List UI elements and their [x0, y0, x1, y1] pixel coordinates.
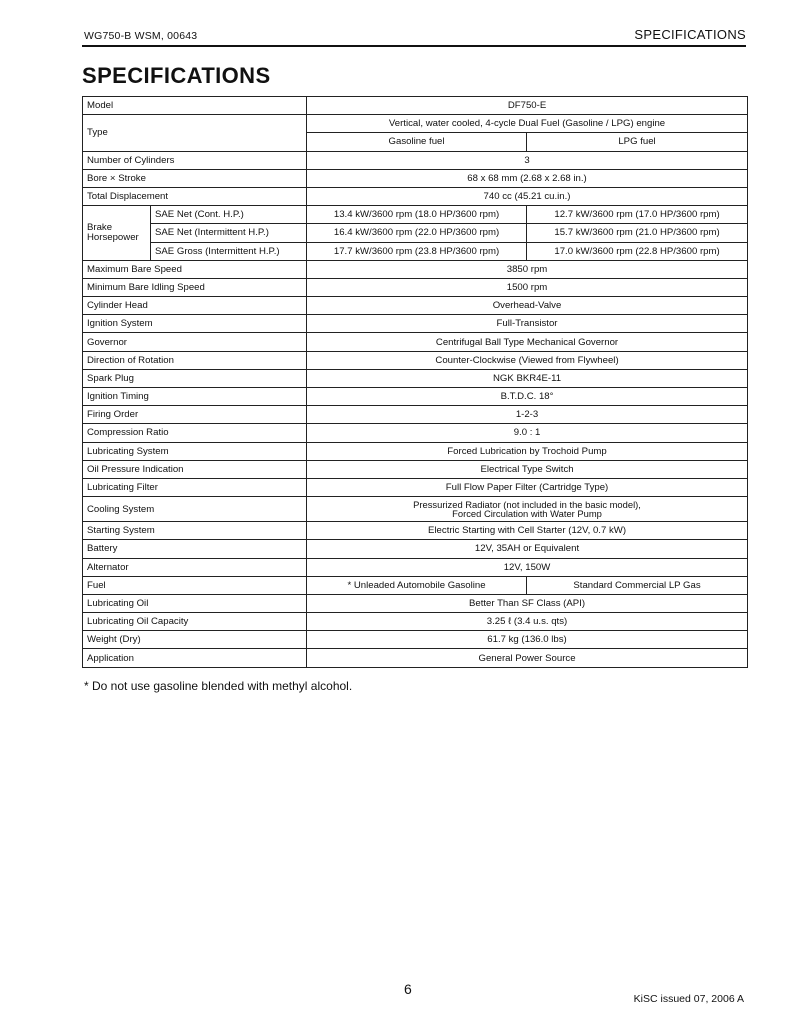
row-value: 740 cc (45.21 cu.in.): [307, 187, 748, 205]
table-row: [83, 442, 748, 460]
row-label: Number of Cylinders: [83, 151, 307, 169]
gasoline-fuel-header: Gasoline fuel: [307, 133, 527, 151]
table-row: [83, 224, 748, 242]
row-label: Alternator: [83, 558, 307, 576]
row-label: Ignition System: [83, 315, 307, 333]
table-row: [83, 369, 748, 387]
row-label: Spark Plug: [83, 369, 307, 387]
row-value: Forced Lubrication by Trochoid Pump: [307, 442, 748, 460]
table-row: [83, 151, 748, 169]
row-value: 61.7 kg (136.0 lbs): [307, 631, 748, 649]
lpg-value: 17.0 kW/3600 rpm (22.8 HP/3600 rpm): [527, 242, 748, 260]
table-row: [83, 460, 748, 478]
row-value: Vertical, water cooled, 4-cycle Dual Fuel (Gasoline / LPG) engine: [307, 115, 748, 133]
table-row: [83, 333, 748, 351]
table-row: [83, 315, 748, 333]
table-row: [83, 576, 748, 594]
cooling-line-1: Pressurized Radiator (not included in the basic model),: [413, 499, 641, 511]
row-value: Centrifugal Ball Type Mechanical Governor: [307, 333, 748, 351]
table-row: [83, 351, 748, 369]
row-label: Direction of Rotation: [83, 351, 307, 369]
table-row: [83, 97, 748, 115]
table-row: [83, 497, 748, 522]
row-value: Full Flow Paper Filter (Cartridge Type): [307, 478, 748, 496]
row-label: Battery: [83, 540, 307, 558]
table-row: [83, 594, 748, 612]
brake-sub-label: SAE Gross (Intermittent H.P.): [151, 242, 307, 260]
fuel-lpg-value: Standard Commercial LP Gas: [527, 576, 748, 594]
row-label: Ignition Timing: [83, 388, 307, 406]
header-rule: [82, 45, 746, 47]
row-value: 3: [307, 151, 748, 169]
cooling-line-2: Forced Circulation with Water Pump: [452, 508, 602, 520]
row-value: Better Than SF Class (API): [307, 594, 748, 612]
row-value: 12V, 150W: [307, 558, 748, 576]
brake-sub-label: SAE Net (Intermittent H.P.): [151, 224, 307, 242]
row-label: Bore × Stroke: [83, 169, 307, 187]
gasoline-value: 16.4 kW/3600 rpm (22.0 HP/3600 rpm): [307, 224, 527, 242]
row-label: Lubricating Oil: [83, 594, 307, 612]
row-label: Firing Order: [83, 406, 307, 424]
row-value: General Power Source: [307, 649, 748, 667]
table-row: [83, 169, 748, 187]
table-row: [83, 424, 748, 442]
row-label: Cylinder Head: [83, 297, 307, 315]
row-label: Application: [83, 649, 307, 667]
lpg-value: 12.7 kW/3600 rpm (17.0 HP/3600 rpm): [527, 206, 748, 224]
gasoline-value: 13.4 kW/3600 rpm (18.0 HP/3600 rpm): [307, 206, 527, 224]
table-row: [83, 242, 748, 260]
row-value: 1-2-3: [307, 406, 748, 424]
page-title: SPECIFICATIONS: [82, 63, 271, 88]
table-row: [83, 631, 748, 649]
table-row: [83, 297, 748, 315]
row-value: Electric Starting with Cell Starter (12V, 0.7 kW): [307, 522, 748, 540]
row-value: Full-Transistor: [307, 315, 748, 333]
row-value: Overhead-Valve: [307, 297, 748, 315]
row-label: Governor: [83, 333, 307, 351]
row-value: 3.25 ℓ (3.4 u.s. qts): [307, 613, 748, 631]
row-label: Lubricating Filter: [83, 478, 307, 496]
lpg-value: 15.7 kW/3600 rpm (21.0 HP/3600 rpm): [527, 224, 748, 242]
table-row: [83, 558, 748, 576]
table-row: [83, 260, 748, 278]
row-label: Lubricating Oil Capacity: [83, 613, 307, 631]
gasoline-value: 17.7 kW/3600 rpm (23.8 HP/3600 rpm): [307, 242, 527, 260]
row-label: Lubricating System: [83, 442, 307, 460]
brake-sub-label: SAE Net (Cont. H.P.): [151, 206, 307, 224]
row-label: Model: [83, 97, 307, 115]
table-row: [83, 206, 748, 224]
document-id: WG750-B WSM, 00643: [84, 30, 198, 42]
row-label: Total Displacement: [83, 187, 307, 205]
row-value: Electrical Type Switch: [307, 460, 748, 478]
row-label: Compression Ratio: [83, 424, 307, 442]
row-label: Oil Pressure Indication: [83, 460, 307, 478]
row-label: Maximum Bare Speed: [83, 260, 307, 278]
table-row: [83, 540, 748, 558]
issue-info: KiSC issued 07, 2006 A: [633, 993, 744, 1005]
table-row: [83, 522, 748, 540]
table-row: [83, 649, 748, 667]
table-row: [83, 115, 748, 133]
page-number: 6: [404, 981, 412, 997]
row-value: 12V, 35AH or Equivalent: [307, 540, 748, 558]
specifications-table: [82, 96, 748, 668]
table-row: [83, 278, 748, 296]
row-label: Minimum Bare Idling Speed: [83, 278, 307, 296]
footnote: * Do not use gasoline blended with methyl alcohol.: [84, 679, 353, 693]
table-row: [83, 478, 748, 496]
table-row: [83, 613, 748, 631]
row-label: Fuel: [83, 576, 307, 594]
row-value: 1500 rpm: [307, 278, 748, 296]
row-value: Counter-Clockwise (Viewed from Flywheel): [307, 351, 748, 369]
section-title: SPECIFICATIONS: [634, 27, 746, 42]
row-value: NGK BKR4E-11: [307, 369, 748, 387]
table-row: [83, 187, 748, 205]
row-value: 68 x 68 mm (2.68 x 2.68 in.): [307, 169, 748, 187]
fuel-gasoline-value: * Unleaded Automobile Gasoline: [307, 576, 527, 594]
row-value: 3850 rpm: [307, 260, 748, 278]
cooling-value: [307, 497, 748, 522]
table-row: [83, 388, 748, 406]
row-label: Starting System: [83, 522, 307, 540]
brake-horsepower-label: Brake Horsepower: [83, 206, 151, 261]
table-row: [83, 406, 748, 424]
row-label: Cooling System: [83, 497, 307, 522]
row-value: 9.0 : 1: [307, 424, 748, 442]
row-value: DF750-E: [307, 97, 748, 115]
row-label: Type: [83, 115, 307, 151]
row-label: Weight (Dry): [83, 631, 307, 649]
lpg-fuel-header: LPG fuel: [527, 133, 748, 151]
row-value: B.T.D.C. 18°: [307, 388, 748, 406]
